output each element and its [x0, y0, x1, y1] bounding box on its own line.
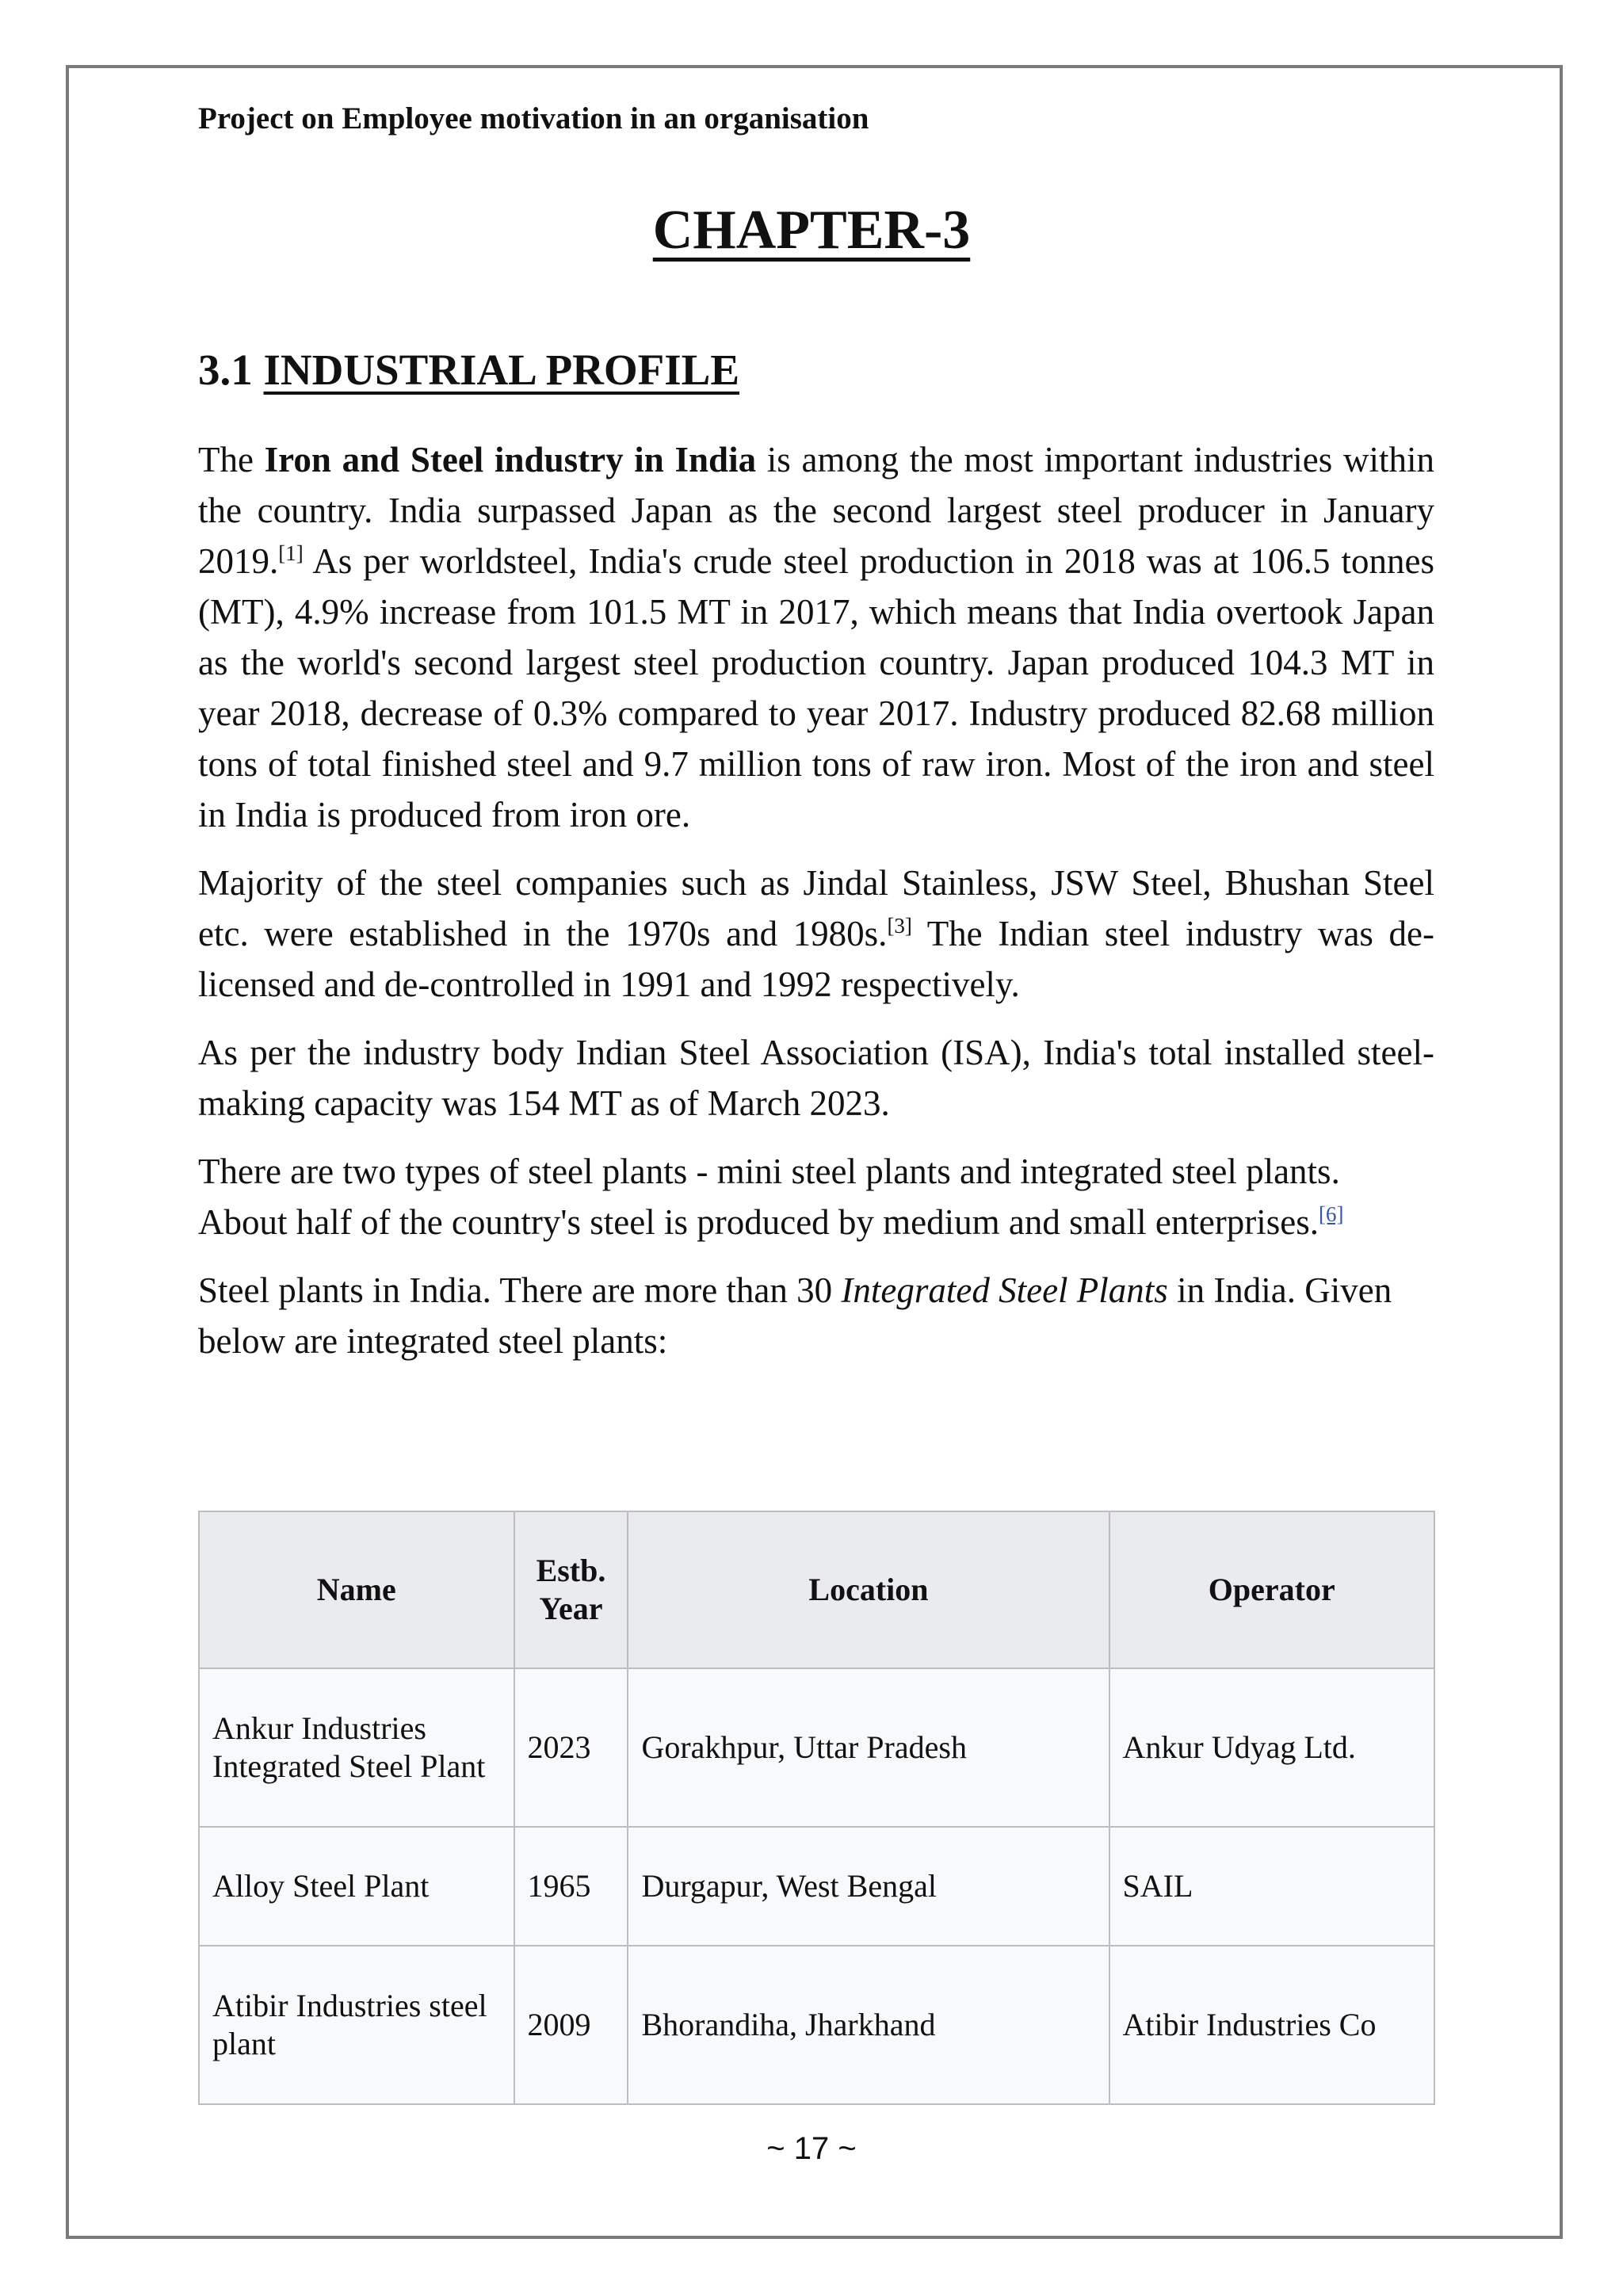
body-text: [198, 434, 1434, 1384]
header-name: Name: [199, 1511, 514, 1668]
paragraph-1: The Iron and Steel industry in India is among the most important industries within the country. India surpassed Japan as the second largest steel producer in January 2019.[1] As per worldsteel, India's crude steel production in 2018 was at 106.5 tonnes (MT), 4.9% increase from 101.5 MT in 2017, which means that India overtook Japan as the world's second largest steel production country. Japan produced 104.3 MT in year 2018, decrease of 0.3% compared to year 2017. Industry produced 82.68 million tons of total finished steel and 9.7 million tons of raw iron. Most of the iron and steel in India is produced from iron ore.: [198, 440, 1434, 835]
header-estb-year: Estb. Year: [514, 1511, 628, 1668]
section-title: INDUSTRIAL PROFILE: [263, 346, 740, 394]
footnote-ref-1: [1]: [278, 541, 304, 565]
paragraph-5: Steel plants in India. There are more than 30 Integrated Steel Plants in India. Given below are integrated steel plants:: [198, 1270, 1392, 1361]
cell-operator: Ankur Udyag Ltd.: [1109, 1668, 1435, 1827]
cell-year: 1965: [514, 1827, 628, 1946]
cell-year: 2009: [514, 1946, 628, 2104]
cell-operator: SAIL: [1109, 1827, 1435, 1946]
paragraph-2: Majority of the steel companies such as Jindal Stainless, JSW Steel, Bhushan Steel etc. were established in the 1970s and 1980s.[3] The Indian steel industry was de-licensed and de-controlled in 1991 and 1992 respectively.: [198, 863, 1434, 1004]
cell-name: Alloy Steel Plant: [199, 1827, 514, 1946]
cell-location: Bhorandiha, Jharkhand: [628, 1946, 1109, 2104]
footnote-ref-3: [3]: [887, 914, 912, 938]
cell-location: Gorakhpur, Uttar Pradesh: [628, 1668, 1109, 1827]
footnote-link-6[interactable]: [6]: [1319, 1202, 1344, 1226]
running-header: Project on Employee motivation in an organisation: [198, 101, 869, 136]
chapter-title: CHAPTER-3: [652, 200, 971, 261]
page-number: ~ 17 ~: [766, 2131, 857, 2166]
header-location: Location: [628, 1511, 1109, 1668]
table-row: [199, 1946, 1434, 2104]
section-number: 3.1: [198, 346, 264, 394]
steel-plants-table: [198, 1511, 1435, 2105]
cell-name: Atibir Industries steel plant: [199, 1946, 514, 2104]
table-row: [199, 1827, 1434, 1946]
paragraph-3: As per the industry body Indian Steel Association (ISA), India's total installed steel-making capacity was 154 MT as of March 2023.: [198, 1033, 1434, 1123]
cell-year: 2023: [514, 1668, 628, 1827]
chapter-heading: [0, 195, 1623, 266]
section-heading: [198, 342, 739, 398]
italic-integrated-steel-plants: Integrated Steel Plants: [841, 1270, 1168, 1310]
bold-industry-name: Iron and Steel industry in India: [264, 440, 757, 479]
header-operator: Operator: [1109, 1511, 1435, 1668]
cell-operator: Atibir Industries Co: [1109, 1946, 1435, 2104]
cell-location: Durgapur, West Bengal: [628, 1827, 1109, 1946]
cell-name: Ankur Industries Integrated Steel Plant: [199, 1668, 514, 1827]
paragraph-4: There are two types of steel plants - mini steel plants and integrated steel plants. About half of the country's steel is produced by medium and small enterprises.[6]: [198, 1152, 1344, 1242]
table-row: [199, 1668, 1434, 1827]
table-header-row: [199, 1511, 1434, 1668]
